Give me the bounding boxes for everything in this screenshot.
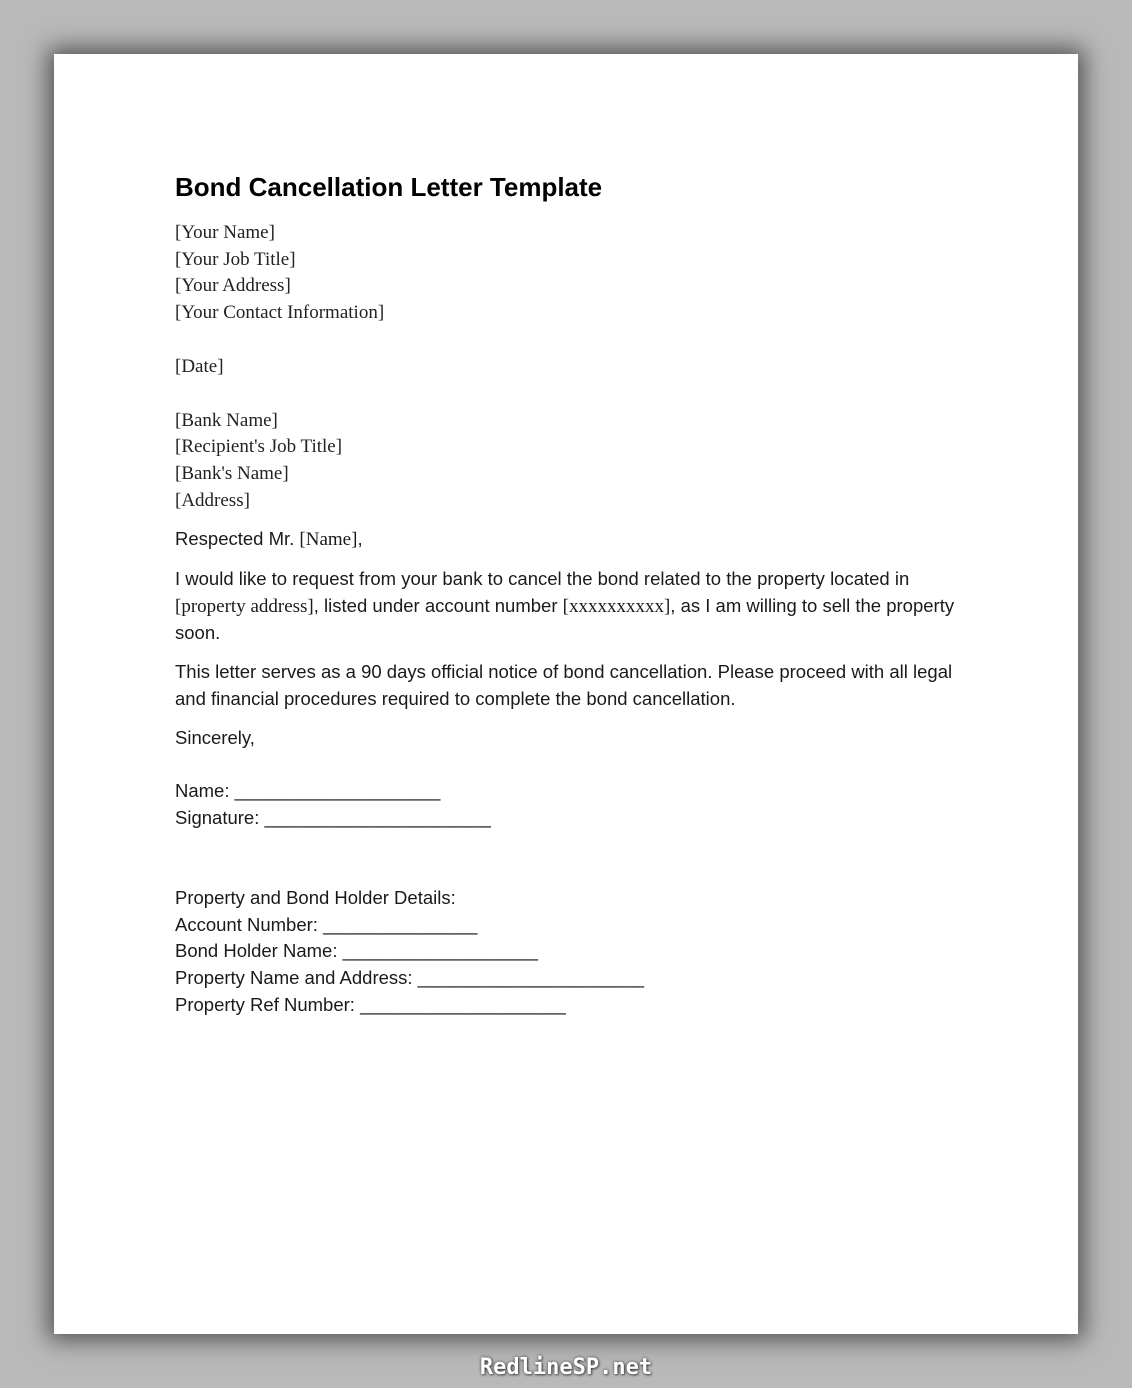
details-heading: Property and Bond Holder Details: (175, 886, 456, 908)
sender-name: [Your Name] (175, 222, 275, 243)
letter-content (175, 172, 975, 1019)
paragraph-text: I would like to request from your bank to cancel the bond related to the property located in (175, 568, 910, 590)
account-number-field: Account Number: _______________ (175, 913, 478, 935)
sender-address: [Your Address] (175, 275, 291, 297)
placeholder-account-number: [xxxxxxxxxx] (562, 595, 671, 617)
sender-block (175, 220, 975, 327)
salutation-suffix: , (357, 528, 363, 550)
property-name-address-field: Property Name and Address: ______________________ (175, 967, 645, 989)
name-field: Name: ____________________ (175, 780, 441, 802)
document-page (54, 54, 1078, 1334)
watermark: RedlineSP.net (479, 1355, 653, 1380)
recipient-banks-name: [Bank's Name] (175, 462, 289, 484)
recipient-address: [Address] (175, 489, 250, 511)
signature-block (175, 778, 975, 832)
placeholder-property-address: [property address] (175, 595, 314, 617)
paragraph-request (175, 566, 975, 647)
closing: Sincerely, (175, 726, 255, 748)
signature-field: Signature: ______________________ (175, 807, 491, 829)
salutation-prefix: Respected Mr. (175, 528, 300, 550)
sender-contact: [Your Contact Information] (175, 302, 385, 324)
salutation-name: [Name] (299, 529, 358, 551)
details-block (175, 885, 975, 1019)
recipient-job-title: [Recipient's Job Title] (175, 436, 343, 458)
bond-holder-name-field: Bond Holder Name: ___________________ (175, 940, 539, 962)
document-title: Bond Cancellation Letter Template (175, 172, 603, 202)
paragraph-notice: This letter serves as a 90 days official notice of bond cancellation. Please proceed with all legal and financial procedures required to complete the bond cancellation. (175, 661, 953, 709)
property-ref-number-field: Property Ref Number: ____________________ (175, 994, 566, 1016)
salutation (175, 526, 975, 554)
letter-date: [Date] (175, 355, 224, 377)
paragraph-text: , as I am willing to sell the property soon. (175, 594, 955, 644)
sender-job-title: [Your Job Title] (175, 248, 296, 270)
paragraph-text: , listed under account number (313, 594, 563, 616)
recipient-bank-name: [Bank Name] (175, 409, 278, 431)
recipient-block (175, 408, 975, 515)
